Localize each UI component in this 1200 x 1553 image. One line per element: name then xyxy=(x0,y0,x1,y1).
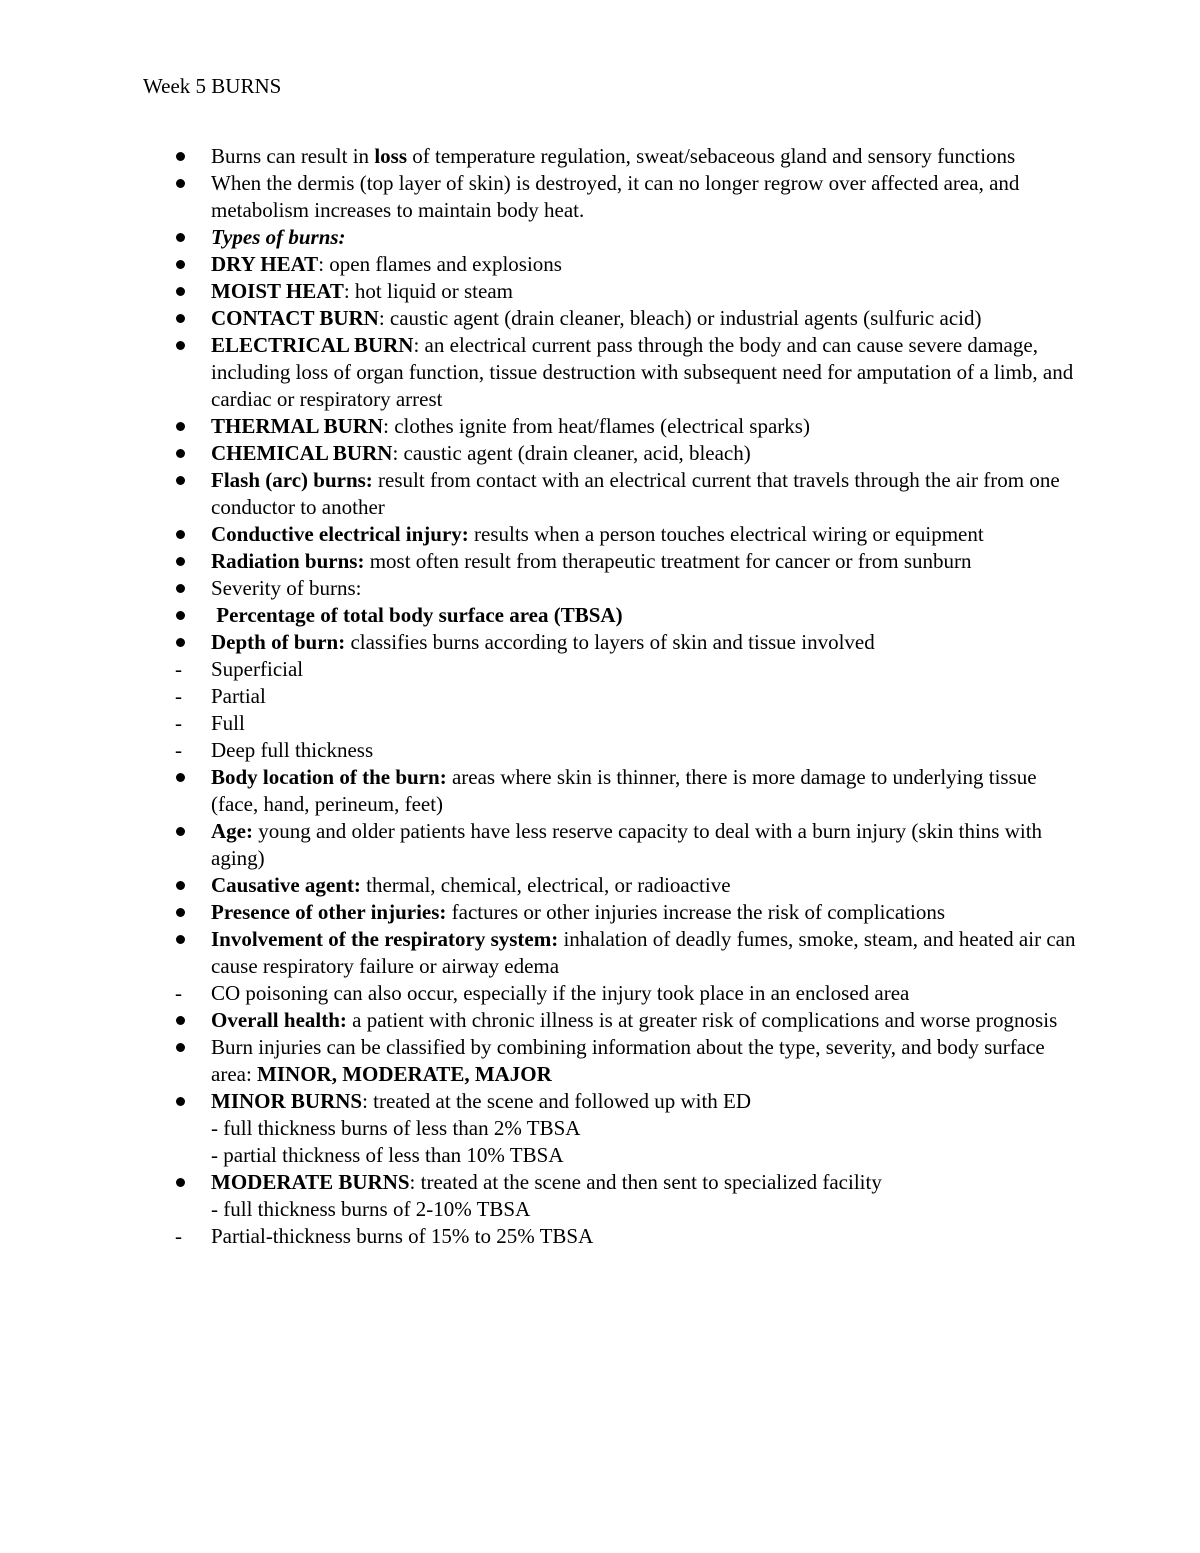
bullet-icon xyxy=(176,611,185,620)
bullet-icon xyxy=(176,1043,185,1052)
list-item: - Partial xyxy=(175,684,266,708)
dash-icon: - xyxy=(175,981,182,1005)
page-title: Week 5 BURNS xyxy=(143,74,282,98)
list-item: MOIST HEAT: hot liquid or steam xyxy=(0,278,1200,305)
list-item: - Full xyxy=(175,711,245,735)
bullet-icon xyxy=(176,773,185,782)
bullet-icon xyxy=(176,422,185,431)
bullet-icon xyxy=(176,449,185,458)
bullet-icon xyxy=(176,530,185,539)
list-item: Burns can result in loss of temperature regulation, sweat/sebaceous gland and sensory functions xyxy=(0,143,1200,170)
list-item: Causative agent: thermal, chemical, electrical, or radioactive xyxy=(0,872,1200,899)
bullet-icon xyxy=(176,1016,185,1025)
list-item: Age: young and older patients have less reserve capacity to deal with a burn injury (skin thins with aging) xyxy=(0,818,1200,872)
bullet-icon xyxy=(176,260,185,269)
bullet-icon xyxy=(176,638,185,647)
list-item: DRY HEAT: open flames and explosions xyxy=(0,251,1200,278)
list-item: Involvement of the respiratory system: inhalation of deadly fumes, smoke, steam, and heated air can cause respiratory failure or airway edema xyxy=(0,926,1200,980)
dash-icon: - xyxy=(175,711,182,735)
bullet-icon xyxy=(176,1178,185,1187)
dash-icon: - xyxy=(175,657,182,681)
list-item: Severity of burns: xyxy=(0,575,1200,602)
list-item: CHEMICAL BURN: caustic agent (drain cleaner, acid, bleach) xyxy=(0,440,1200,467)
list-item: Flash (arc) burns: result from contact with an electrical current that travels through the air from one conductor to another xyxy=(0,467,1200,521)
bullet-icon xyxy=(176,881,185,890)
list-item: Conductive electrical injury: results when a person touches electrical wiring or equipment xyxy=(0,521,1200,548)
bullet-icon xyxy=(176,827,185,836)
list-item: - Partial-thickness burns of 15% to 25% TBSA xyxy=(175,1224,594,1248)
list-item: Depth of burn: classifies burns according to layers of skin and tissue involved xyxy=(0,629,1200,656)
dash-icon: - xyxy=(175,738,182,762)
list-item: MODERATE BURNS: treated at the scene and then sent to specialized facility - full thickness burns of 2-10% TBSA xyxy=(0,1169,1200,1223)
bullet-icon xyxy=(176,935,185,944)
dash-icon: - xyxy=(175,1224,182,1248)
bullet-icon xyxy=(176,341,185,350)
bullet-icon xyxy=(176,152,185,161)
list-item: MINOR BURNS: treated at the scene and followed up with ED - full thickness burns of less than 2% TBSA - partial thickness of less than 10% TBSA xyxy=(0,1088,1200,1169)
list-item: ELECTRICAL BURN: an electrical current pass through the body and can cause severe damage, including loss of organ function, tissue destruction with subsequent need for amputation of a limb, and cardiac or respiratory arrest xyxy=(0,332,1200,413)
notes-list xyxy=(0,143,1200,1250)
bullet-icon xyxy=(176,314,185,323)
bullet-icon xyxy=(176,287,185,296)
bullet-icon xyxy=(176,179,185,188)
list-item: - Superficial xyxy=(175,657,304,681)
list-item: Body location of the burn: areas where skin is thinner, there is more damage to underlying tissue (face, hand, perineum, feet) xyxy=(0,764,1200,818)
list-item: - CO poisoning can also occur, especially if the injury took place in an enclosed area xyxy=(175,981,910,1005)
bullet-icon xyxy=(176,233,185,242)
bullet-icon xyxy=(176,476,185,485)
list-item: CONTACT BURN: caustic agent (drain cleaner, bleach) or industrial agents (sulfuric acid) xyxy=(0,305,1200,332)
bullet-icon xyxy=(176,908,185,917)
list-item: Burn injuries can be classified by combining information about the type, severity, and body surface area: MINOR, MODERATE, MAJOR xyxy=(0,1034,1200,1088)
bullet-icon xyxy=(176,584,185,593)
list-item: Percentage of total body surface area (TBSA) xyxy=(0,602,1200,629)
list-item: - Deep full thickness xyxy=(175,738,374,762)
bullet-icon xyxy=(176,1097,185,1106)
list-item: Types of burns: xyxy=(0,224,1200,251)
dash-icon: - xyxy=(175,684,182,708)
list-item: When the dermis (top layer of skin) is destroyed, it can no longer regrow over affected area, and metabolism increases to maintain body heat. xyxy=(0,170,1200,224)
list-item: Presence of other injuries: factures or other injuries increase the risk of complications xyxy=(0,899,1200,926)
list-item: THERMAL BURN: clothes ignite from heat/flames (electrical sparks) xyxy=(0,413,1200,440)
list-item: Overall health: a patient with chronic illness is at greater risk of complications and worse prognosis xyxy=(0,1007,1200,1034)
bullet-icon xyxy=(176,557,185,566)
list-item: Radiation burns: most often result from therapeutic treatment for cancer or from sunburn xyxy=(0,548,1200,575)
